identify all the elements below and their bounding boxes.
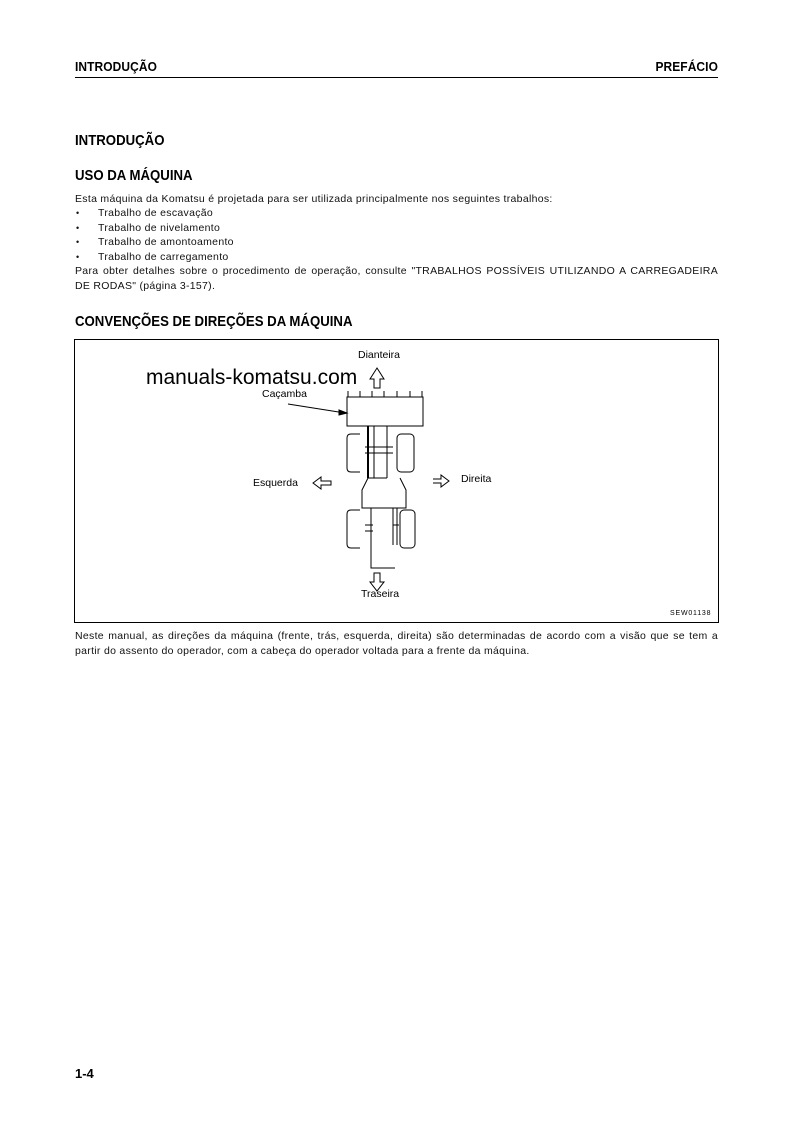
header-section: PREFÁCIO [655, 59, 718, 74]
left-arrow-icon [313, 477, 331, 489]
label-right: Direita [461, 473, 492, 485]
label-left: Esquerda [253, 477, 298, 489]
front-arrow-icon [370, 368, 384, 388]
uso-lead-text: Esta máquina da Komatsu é projetada para ser utilizada principalmente nos seguintes trabalhos: [75, 193, 553, 205]
label-bucket: Caçamba [262, 388, 307, 400]
page-title: INTRODUÇÃO [75, 132, 165, 149]
directions-caption: Neste manual, as direções da máquina (frente, trás, esquerda, direita) são determinadas de acordo com a visão que se tem a partir do assento do operador, com a cabeça do operador voltada para a frente da máquina. [75, 630, 718, 657]
watermark-text: manuals-komatsu.com [146, 366, 358, 389]
list-item: • Trabalho de nivelamento [75, 221, 234, 236]
list-item: • Trabalho de escavação [75, 206, 234, 221]
list-item: • Trabalho de carregamento [75, 250, 234, 265]
uso-task-list [75, 206, 234, 264]
uso-reference-note: Para obter detalhes sobre o procedimento de operação, consulte "TRABALHOS POSSÍVEIS UTILIZANDO A CARREGADEIRA DE RODAS" (página 3-157). [75, 265, 718, 292]
header-chapter: INTRODUÇÃO [75, 59, 157, 74]
figure-id: SEW01138 [670, 610, 712, 617]
section-title-convencoes: CONVENÇÕES DE DIREÇÕES DA MÁQUINA [75, 313, 353, 330]
list-item: • Trabalho de amontoamento [75, 235, 234, 250]
label-front: Dianteira [358, 349, 401, 361]
right-arrow-icon [433, 475, 449, 487]
page-number: 1-4 [75, 1066, 94, 1081]
section-title-uso: USO DA MÁQUINA [75, 167, 193, 184]
label-rear: Traseira [361, 588, 400, 600]
bucket-shape [347, 397, 423, 426]
running-header [75, 58, 718, 78]
